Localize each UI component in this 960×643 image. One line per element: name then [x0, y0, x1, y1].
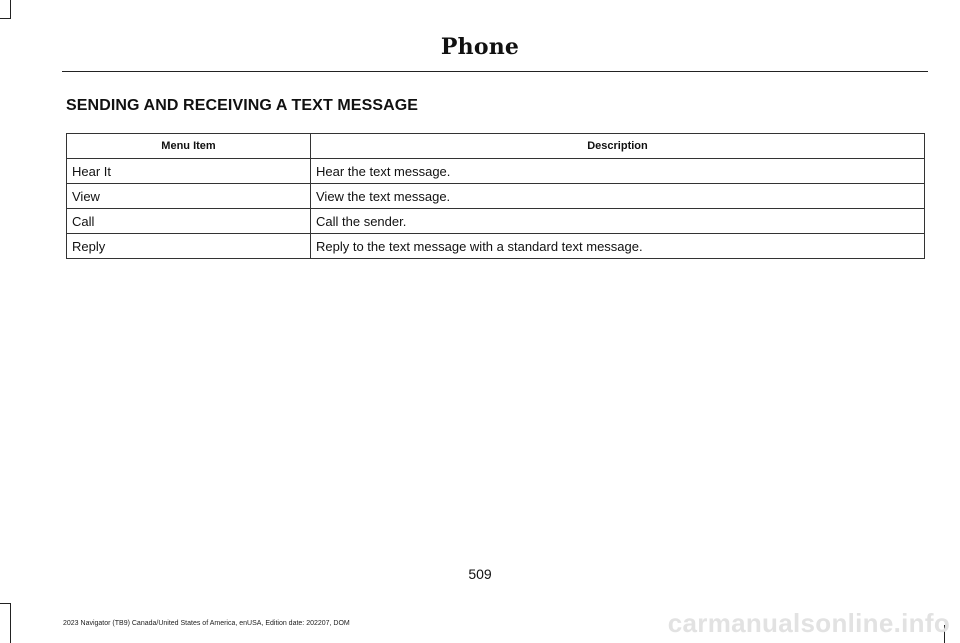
menu-table [66, 133, 925, 259]
table-header-row [67, 134, 925, 159]
crop-mark-bottom-left-h [0, 603, 11, 604]
description-cell: Hear the text message. [311, 159, 925, 184]
page-number: 509 [468, 566, 492, 582]
table-row [67, 234, 925, 259]
watermark: carmanualsonline.info [667, 608, 950, 638]
table-row [67, 184, 925, 209]
column-header-description: Description [311, 134, 925, 159]
crop-mark-top-left-h [0, 18, 11, 19]
description-cell: Reply to the text message with a standard text message. [311, 234, 925, 259]
crop-mark-top-left-v [10, 0, 11, 18]
footer-edition-text: 2023 Navigator (TB9) Canada/United States of America, enUSA, Edition date: 202207, DOM [63, 620, 350, 627]
menu-item-cell: View [67, 184, 311, 209]
menu-item-cell: Hear It [67, 159, 311, 184]
chapter-title: Phone [440, 34, 520, 60]
crop-mark-bottom-left-v [10, 603, 11, 643]
menu-item-cell: Reply [67, 234, 311, 259]
table-row [67, 209, 925, 234]
table-row [67, 159, 925, 184]
description-cell: View the text message. [311, 184, 925, 209]
description-cell: Call the sender. [311, 209, 925, 234]
header-rule [62, 71, 928, 72]
menu-item-cell: Call [67, 209, 311, 234]
section-heading: SENDING AND RECEIVING A TEXT MESSAGE [66, 97, 419, 114]
column-header-menu-item: Menu Item [67, 134, 311, 159]
